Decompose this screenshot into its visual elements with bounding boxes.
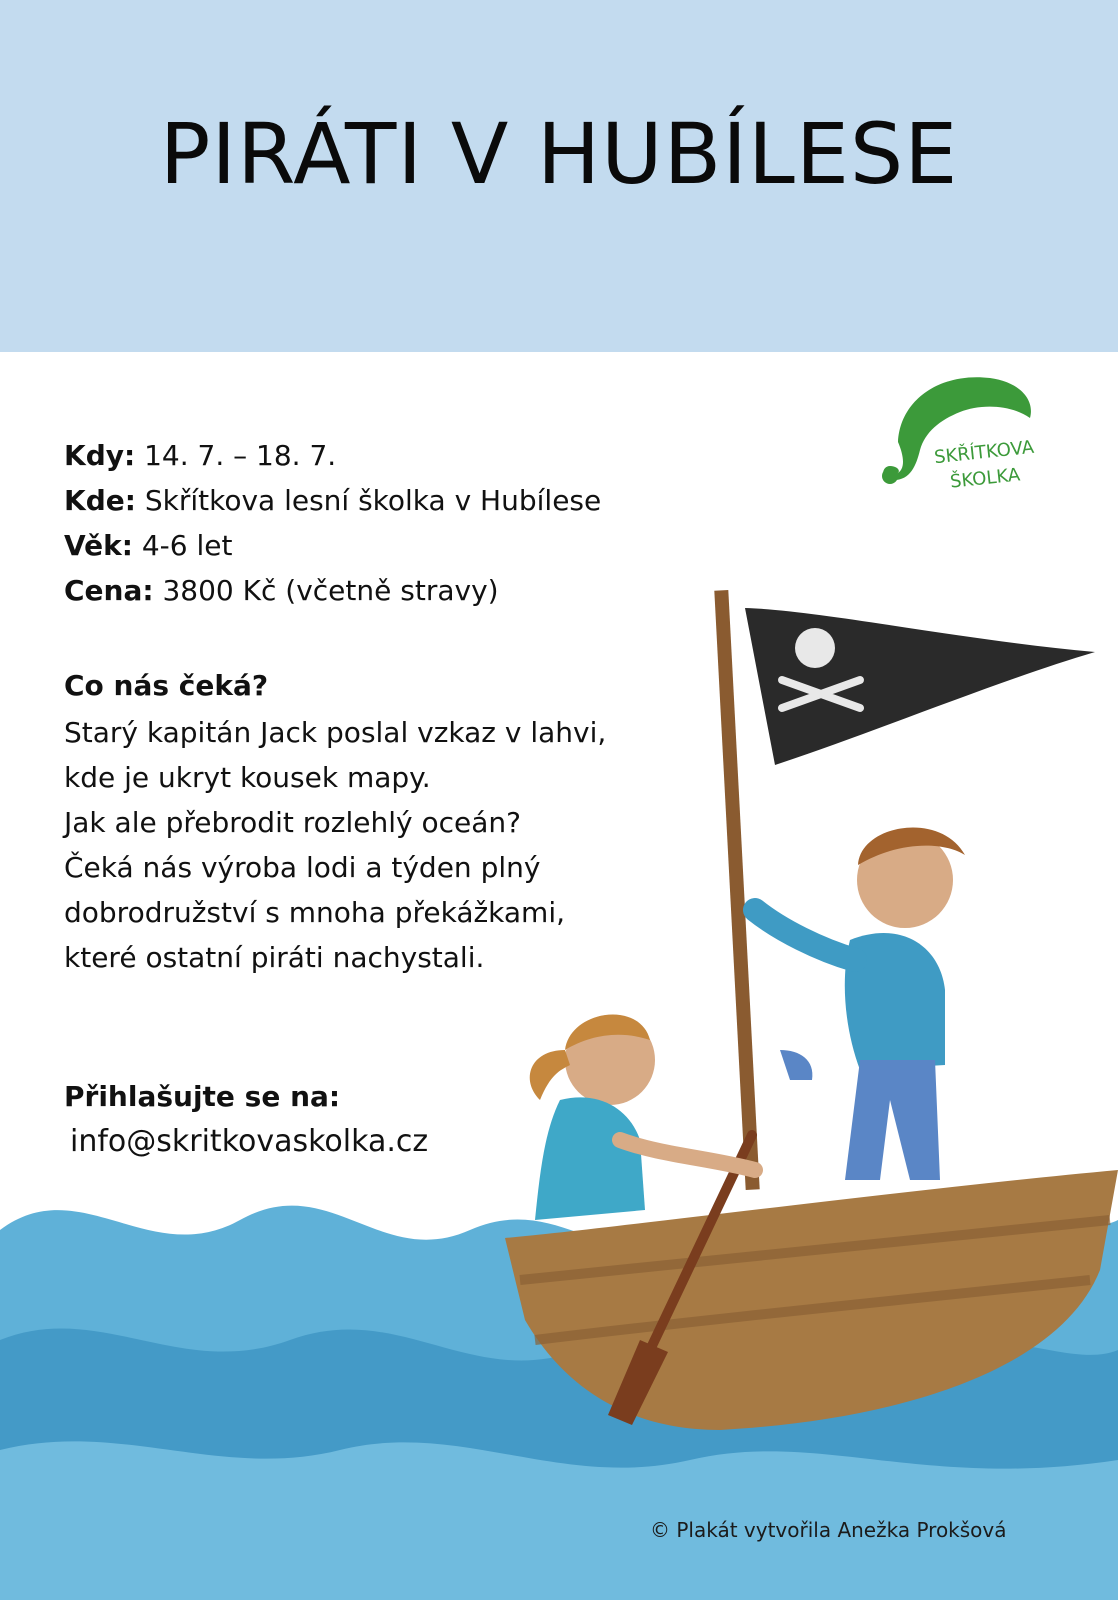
detail-age: [64, 523, 601, 568]
pirate-boat-illustration: [0, 580, 1118, 1600]
description-line: které ostatní piráti nachystali.: [64, 941, 485, 974]
signup-label: Přihlašujte se na:: [64, 1080, 341, 1113]
boat-mast: [714, 590, 759, 1190]
detail-value: 4-6 let: [132, 529, 233, 562]
contact-email[interactable]: info@skritkovaskolka.cz: [70, 1124, 429, 1159]
detail-label: Věk:: [64, 529, 133, 562]
detail-value: 3800 Kč (včetně stravy): [153, 574, 499, 607]
description-line: Jak ale přebrodit rozlehlý oceán?: [64, 806, 521, 839]
boy-legs: [845, 1060, 940, 1180]
school-logo: [880, 370, 1060, 510]
page-title: PIRÁTI V HUBÍLESE: [159, 105, 959, 203]
detail-value: Skřítkova lesní školka v Hubílese: [135, 484, 602, 517]
detail-label: Kdy:: [64, 439, 136, 472]
description-line: Starý kapitán Jack poslal vzkaz v lahvi,: [64, 716, 607, 749]
section-title: Co nás čeká?: [64, 669, 269, 702]
description-line: kde je ukryt kousek mapy.: [64, 761, 431, 794]
detail-value: 14. 7. – 18. 7.: [135, 439, 337, 472]
poster-credit: © Plakát vytvořila Anežka Prokšová: [650, 1518, 1007, 1542]
logo-text-line2: ŠKOLKA: [949, 464, 1022, 493]
description-line: Čeká nás výroba lodi a týden plný: [64, 851, 541, 884]
detail-where: [64, 478, 601, 523]
detail-when: [64, 433, 601, 478]
detail-label: Kde:: [64, 484, 136, 517]
logo-text-line1: SKŘÍTKOVA: [933, 436, 1036, 469]
skull-icon: [795, 628, 835, 668]
detail-label: Cena:: [64, 574, 154, 607]
description-line: dobrodružství s mnoha překážkami,: [64, 896, 566, 929]
girl-body: [535, 1097, 645, 1220]
header-banner: [0, 0, 1118, 352]
